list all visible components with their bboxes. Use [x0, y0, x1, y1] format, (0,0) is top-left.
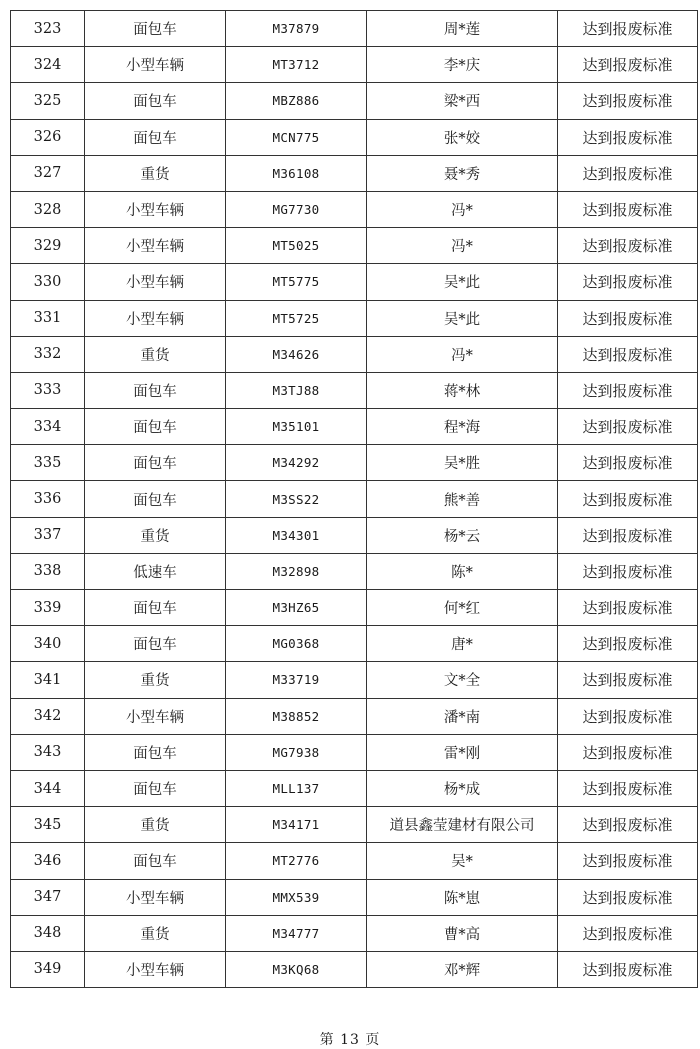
status-cell: 达到报废标准 — [558, 517, 698, 553]
status-cell: 达到报废标准 — [558, 119, 698, 155]
plate-number-cell: M36108 — [226, 155, 367, 191]
plate-number-cell: M34777 — [226, 915, 367, 951]
status-cell: 达到报废标准 — [558, 191, 698, 227]
plate-number-cell: M34292 — [226, 445, 367, 481]
row-number-cell: 341 — [11, 662, 85, 698]
table-row — [11, 47, 698, 83]
row-number-cell: 345 — [11, 807, 85, 843]
vehicle-type-cell: 小型车辆 — [85, 264, 226, 300]
table-row — [11, 372, 698, 408]
owner-name-cell: 冯* — [367, 336, 558, 372]
table-row — [11, 662, 698, 698]
status-cell: 达到报废标准 — [558, 879, 698, 915]
table-row — [11, 119, 698, 155]
vehicle-type-cell: 面包车 — [85, 770, 226, 806]
row-number-cell: 347 — [11, 879, 85, 915]
vehicle-type-cell: 小型车辆 — [85, 879, 226, 915]
vehicle-type-cell: 低速车 — [85, 553, 226, 589]
table-row — [11, 626, 698, 662]
vehicle-type-cell: 面包车 — [85, 119, 226, 155]
table-row — [11, 409, 698, 445]
vehicle-type-cell: 小型车辆 — [85, 951, 226, 987]
row-number-cell: 324 — [11, 47, 85, 83]
vehicle-type-cell: 面包车 — [85, 626, 226, 662]
row-number-cell: 334 — [11, 409, 85, 445]
vehicle-type-cell: 重货 — [85, 915, 226, 951]
status-cell: 达到报废标准 — [558, 807, 698, 843]
vehicle-type-cell: 面包车 — [85, 11, 226, 47]
owner-name-cell: 潘*南 — [367, 698, 558, 734]
status-cell: 达到报废标准 — [558, 698, 698, 734]
plate-number-cell: M34171 — [226, 807, 367, 843]
vehicle-type-cell: 重货 — [85, 155, 226, 191]
status-cell: 达到报废标准 — [558, 734, 698, 770]
page-number: 第 13 页 — [319, 1032, 381, 1048]
plate-number-cell: MT5725 — [226, 300, 367, 336]
owner-name-cell: 何*红 — [367, 590, 558, 626]
owner-name-cell: 陈*崽 — [367, 879, 558, 915]
table-row — [11, 553, 698, 589]
row-number-cell: 335 — [11, 445, 85, 481]
plate-number-cell: M3SS22 — [226, 481, 367, 517]
vehicle-type-cell: 小型车辆 — [85, 698, 226, 734]
vehicle-type-cell: 面包车 — [85, 843, 226, 879]
owner-name-cell: 雷*刚 — [367, 734, 558, 770]
status-cell: 达到报废标准 — [558, 445, 698, 481]
row-number-cell: 332 — [11, 336, 85, 372]
table-row — [11, 843, 698, 879]
vehicle-type-cell: 面包车 — [85, 83, 226, 119]
plate-number-cell: MG7730 — [226, 191, 367, 227]
plate-number-cell: MLL137 — [226, 770, 367, 806]
vehicle-scrap-table — [10, 10, 698, 988]
owner-name-cell: 熊*善 — [367, 481, 558, 517]
row-number-cell: 349 — [11, 951, 85, 987]
table-row — [11, 517, 698, 553]
status-cell: 达到报废标准 — [558, 83, 698, 119]
table-row — [11, 481, 698, 517]
owner-name-cell: 冯* — [367, 191, 558, 227]
table-row — [11, 445, 698, 481]
row-number-cell: 340 — [11, 626, 85, 662]
table-row — [11, 915, 698, 951]
plate-number-cell: M3HZ65 — [226, 590, 367, 626]
table-row — [11, 264, 698, 300]
owner-name-cell: 邓*辉 — [367, 951, 558, 987]
status-cell: 达到报废标准 — [558, 300, 698, 336]
table-row — [11, 300, 698, 336]
table-body — [11, 11, 698, 988]
plate-number-cell: MG0368 — [226, 626, 367, 662]
row-number-cell: 326 — [11, 119, 85, 155]
table-row — [11, 11, 698, 47]
plate-number-cell: MBZ886 — [226, 83, 367, 119]
vehicle-type-cell: 重货 — [85, 807, 226, 843]
row-number-cell: 330 — [11, 264, 85, 300]
plate-number-cell: MT3712 — [226, 47, 367, 83]
plate-number-cell: M3TJ88 — [226, 372, 367, 408]
owner-name-cell: 吴*此 — [367, 300, 558, 336]
owner-name-cell: 冯* — [367, 228, 558, 264]
status-cell: 达到报废标准 — [558, 47, 698, 83]
status-cell: 达到报废标准 — [558, 481, 698, 517]
table-row — [11, 155, 698, 191]
row-number-cell: 344 — [11, 770, 85, 806]
plate-number-cell: M3KQ68 — [226, 951, 367, 987]
row-number-cell: 336 — [11, 481, 85, 517]
owner-name-cell: 杨*成 — [367, 770, 558, 806]
vehicle-type-cell: 小型车辆 — [85, 228, 226, 264]
plate-number-cell: M38852 — [226, 698, 367, 734]
plate-number-cell: MT5775 — [226, 264, 367, 300]
owner-name-cell: 周*莲 — [367, 11, 558, 47]
status-cell: 达到报废标准 — [558, 843, 698, 879]
owner-name-cell: 李*庆 — [367, 47, 558, 83]
table-row — [11, 83, 698, 119]
plate-number-cell: MMX539 — [226, 879, 367, 915]
row-number-cell: 333 — [11, 372, 85, 408]
vehicle-type-cell: 面包车 — [85, 734, 226, 770]
row-number-cell: 327 — [11, 155, 85, 191]
row-number-cell: 328 — [11, 191, 85, 227]
row-number-cell: 348 — [11, 915, 85, 951]
status-cell: 达到报废标准 — [558, 409, 698, 445]
table-row — [11, 336, 698, 372]
plate-number-cell: MT2776 — [226, 843, 367, 879]
plate-number-cell: M35101 — [226, 409, 367, 445]
plate-number-cell: MT5025 — [226, 228, 367, 264]
row-number-cell: 331 — [11, 300, 85, 336]
row-number-cell: 323 — [11, 11, 85, 47]
row-number-cell: 337 — [11, 517, 85, 553]
owner-name-cell: 道县鑫莹建材有限公司 — [367, 807, 558, 843]
owner-name-cell: 梁*西 — [367, 83, 558, 119]
status-cell: 达到报废标准 — [558, 770, 698, 806]
status-cell: 达到报废标准 — [558, 951, 698, 987]
table-row — [11, 191, 698, 227]
row-number-cell: 338 — [11, 553, 85, 589]
status-cell: 达到报废标准 — [558, 662, 698, 698]
vehicle-type-cell: 重货 — [85, 336, 226, 372]
plate-number-cell: MCN775 — [226, 119, 367, 155]
owner-name-cell: 吴*胜 — [367, 445, 558, 481]
plate-number-cell: M33719 — [226, 662, 367, 698]
row-number-cell: 346 — [11, 843, 85, 879]
plate-number-cell: M37879 — [226, 11, 367, 47]
owner-name-cell: 张*姣 — [367, 119, 558, 155]
owner-name-cell: 吴*此 — [367, 264, 558, 300]
table-row — [11, 879, 698, 915]
table-row — [11, 770, 698, 806]
vehicle-type-cell: 面包车 — [85, 409, 226, 445]
status-cell: 达到报废标准 — [558, 553, 698, 589]
status-cell: 达到报废标准 — [558, 590, 698, 626]
row-number-cell: 329 — [11, 228, 85, 264]
owner-name-cell: 聂*秀 — [367, 155, 558, 191]
status-cell: 达到报废标准 — [558, 264, 698, 300]
status-cell: 达到报废标准 — [558, 228, 698, 264]
plate-number-cell: M32898 — [226, 553, 367, 589]
vehicle-type-cell: 小型车辆 — [85, 47, 226, 83]
table-row — [11, 590, 698, 626]
status-cell: 达到报废标准 — [558, 626, 698, 662]
status-cell: 达到报废标准 — [558, 372, 698, 408]
status-cell: 达到报废标准 — [558, 11, 698, 47]
owner-name-cell: 蒋*林 — [367, 372, 558, 408]
table-row — [11, 807, 698, 843]
vehicle-type-cell: 重货 — [85, 517, 226, 553]
vehicle-type-cell: 面包车 — [85, 445, 226, 481]
vehicle-type-cell: 小型车辆 — [85, 191, 226, 227]
plate-number-cell: MG7938 — [226, 734, 367, 770]
status-cell: 达到报废标准 — [558, 155, 698, 191]
owner-name-cell: 程*海 — [367, 409, 558, 445]
vehicle-type-cell: 面包车 — [85, 590, 226, 626]
owner-name-cell: 陈* — [367, 553, 558, 589]
table-row — [11, 698, 698, 734]
vehicle-type-cell: 面包车 — [85, 481, 226, 517]
vehicle-type-cell: 重货 — [85, 662, 226, 698]
table-row — [11, 228, 698, 264]
owner-name-cell: 吴* — [367, 843, 558, 879]
row-number-cell: 342 — [11, 698, 85, 734]
plate-number-cell: M34626 — [226, 336, 367, 372]
status-cell: 达到报废标准 — [558, 915, 698, 951]
table-row — [11, 734, 698, 770]
plate-number-cell: M34301 — [226, 517, 367, 553]
row-number-cell: 325 — [11, 83, 85, 119]
table-row — [11, 951, 698, 987]
vehicle-type-cell: 面包车 — [85, 372, 226, 408]
owner-name-cell: 唐* — [367, 626, 558, 662]
owner-name-cell: 曹*高 — [367, 915, 558, 951]
row-number-cell: 343 — [11, 734, 85, 770]
vehicle-type-cell: 小型车辆 — [85, 300, 226, 336]
row-number-cell: 339 — [11, 590, 85, 626]
owner-name-cell: 文*全 — [367, 662, 558, 698]
status-cell: 达到报废标准 — [558, 336, 698, 372]
vehicle-scrap-table-container — [10, 10, 692, 988]
owner-name-cell: 杨*云 — [367, 517, 558, 553]
